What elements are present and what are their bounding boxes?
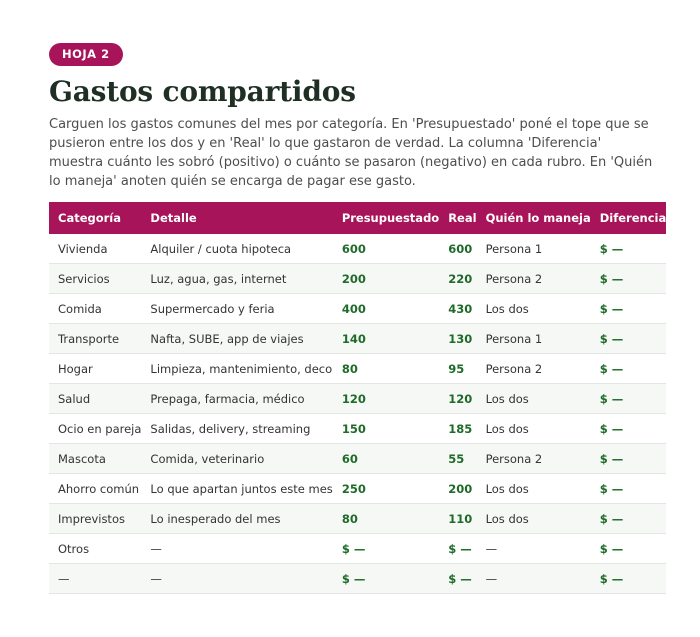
- cell-diferencia[interactable]: $ —: [591, 444, 666, 474]
- cell-diferencia[interactable]: $ —: [591, 384, 666, 414]
- cell-presupuestado[interactable]: 400: [333, 294, 439, 324]
- cell-categoria[interactable]: Comida: [49, 294, 141, 324]
- cell-categoria[interactable]: Servicios: [49, 264, 141, 294]
- cell-quien-lo-maneja[interactable]: Los dos: [477, 384, 591, 414]
- cell-diferencia[interactable]: $ —: [591, 504, 666, 534]
- header-presupuestado: Presupuestado: [341, 211, 440, 225]
- cell-real[interactable]: 55: [439, 444, 476, 474]
- cell-real[interactable]: 200: [439, 474, 476, 504]
- cell-quien-lo-maneja[interactable]: Los dos: [477, 504, 591, 534]
- cell-real[interactable]: 185: [439, 414, 476, 444]
- table-row: [49, 264, 666, 294]
- header-categoria: Categoría: [58, 211, 122, 225]
- cell-detalle[interactable]: Limpieza, mantenimiento, deco: [141, 354, 332, 384]
- cell-diferencia[interactable]: $ —: [591, 324, 666, 354]
- cell-real[interactable]: 130: [439, 324, 476, 354]
- header-diferencia: Diferencia: [599, 211, 667, 225]
- cell-quien-lo-maneja[interactable]: Los dos: [477, 474, 591, 504]
- cell-categoria[interactable]: Otros: [49, 534, 141, 564]
- table-row: [49, 324, 666, 354]
- cell-quien-lo-maneja[interactable]: Los dos: [477, 414, 591, 444]
- table-header: [49, 202, 666, 234]
- cell-diferencia[interactable]: $ —: [591, 264, 666, 294]
- cell-categoria[interactable]: Ocio en pareja: [49, 414, 141, 444]
- cell-real[interactable]: $ —: [439, 564, 476, 594]
- cell-detalle[interactable]: Prepaga, farmacia, médico: [141, 384, 332, 414]
- cell-presupuestado[interactable]: 140: [333, 324, 439, 354]
- header-detalle: Detalle: [150, 211, 197, 225]
- cell-quien-lo-maneja[interactable]: —: [477, 534, 591, 564]
- expenses-table: [49, 202, 666, 594]
- cell-real[interactable]: 220: [439, 264, 476, 294]
- page-description: Carguen los gastos comunes del mes por categoría. En 'Presupuestado' poné el tope que se pusieron entre los dos y en 'Real' lo que gastaron de verdad. La columna 'Diferencia' muestra cuánto les sobró (positivo) o cuánto se pasaron (negativo) en cada rubro. En 'Quién lo maneja' anoten quién se encarga de pagar ese gasto.: [49, 117, 653, 189]
- cell-presupuestado[interactable]: $ —: [333, 534, 439, 564]
- table-row: [49, 504, 666, 534]
- cell-categoria[interactable]: Imprevistos: [49, 504, 141, 534]
- table-row: [49, 384, 666, 414]
- cell-presupuestado[interactable]: 200: [333, 264, 439, 294]
- header-row: [49, 202, 666, 234]
- table-row: [49, 234, 666, 264]
- cell-detalle[interactable]: —: [141, 564, 332, 594]
- page-title: Gastos compartidos: [49, 75, 356, 108]
- cell-detalle[interactable]: Alquiler / cuota hipoteca: [141, 234, 332, 264]
- table-row: [49, 414, 666, 444]
- cell-detalle[interactable]: Lo que apartan juntos este mes: [141, 474, 332, 504]
- cell-detalle[interactable]: Supermercado y feria: [141, 294, 332, 324]
- cell-categoria[interactable]: Mascota: [49, 444, 141, 474]
- cell-quien-lo-maneja[interactable]: Los dos: [477, 294, 591, 324]
- cell-real[interactable]: 95: [439, 354, 476, 384]
- cell-categoria[interactable]: —: [49, 564, 141, 594]
- cell-real[interactable]: 600: [439, 234, 476, 264]
- cell-presupuestado[interactable]: 120: [333, 384, 439, 414]
- table-row: [49, 564, 666, 594]
- cell-detalle[interactable]: —: [141, 534, 332, 564]
- cell-real[interactable]: $ —: [439, 534, 476, 564]
- cell-categoria[interactable]: Vivienda: [49, 234, 141, 264]
- cell-diferencia[interactable]: $ —: [591, 474, 666, 504]
- sheet-badge: HOJA 2: [49, 43, 123, 66]
- table-body: [49, 234, 666, 594]
- cell-detalle[interactable]: Lo inesperado del mes: [141, 504, 332, 534]
- cell-diferencia[interactable]: $ —: [591, 354, 666, 384]
- table-row: [49, 294, 666, 324]
- cell-diferencia[interactable]: $ —: [591, 414, 666, 444]
- cell-quien-lo-maneja[interactable]: Persona 1: [477, 234, 591, 264]
- table-row: [49, 354, 666, 384]
- cell-presupuestado[interactable]: 150: [333, 414, 439, 444]
- cell-real[interactable]: 430: [439, 294, 476, 324]
- cell-categoria[interactable]: Hogar: [49, 354, 141, 384]
- cell-categoria[interactable]: Ahorro común: [49, 474, 141, 504]
- cell-detalle[interactable]: Nafta, SUBE, app de viajes: [141, 324, 332, 354]
- cell-categoria[interactable]: Transporte: [49, 324, 141, 354]
- cell-quien-lo-maneja[interactable]: Persona 2: [477, 264, 591, 294]
- cell-detalle[interactable]: Luz, agua, gas, internet: [141, 264, 332, 294]
- cell-presupuestado[interactable]: 60: [333, 444, 439, 474]
- header-quien-lo-maneja: Quién lo maneja: [485, 211, 591, 225]
- cell-detalle[interactable]: Salidas, delivery, streaming: [141, 414, 332, 444]
- cell-diferencia[interactable]: $ —: [591, 534, 666, 564]
- cell-diferencia[interactable]: $ —: [591, 564, 666, 594]
- cell-diferencia[interactable]: $ —: [591, 294, 666, 324]
- cell-quien-lo-maneja[interactable]: —: [477, 564, 591, 594]
- cell-presupuestado[interactable]: 600: [333, 234, 439, 264]
- cell-quien-lo-maneja[interactable]: Persona 1: [477, 324, 591, 354]
- cell-categoria[interactable]: Salud: [49, 384, 141, 414]
- cell-real[interactable]: 110: [439, 504, 476, 534]
- cell-presupuestado[interactable]: 80: [333, 504, 439, 534]
- cell-presupuestado[interactable]: 80: [333, 354, 439, 384]
- cell-presupuestado[interactable]: 250: [333, 474, 439, 504]
- cell-quien-lo-maneja[interactable]: Persona 2: [477, 444, 591, 474]
- table-row: [49, 444, 666, 474]
- cell-detalle[interactable]: Comida, veterinario: [141, 444, 332, 474]
- cell-real[interactable]: 120: [439, 384, 476, 414]
- cell-presupuestado[interactable]: $ —: [333, 564, 439, 594]
- table-row: [49, 474, 666, 504]
- cell-quien-lo-maneja[interactable]: Persona 2: [477, 354, 591, 384]
- header-real: Real: [448, 211, 477, 225]
- table-row: [49, 534, 666, 564]
- cell-diferencia[interactable]: $ —: [591, 234, 666, 264]
